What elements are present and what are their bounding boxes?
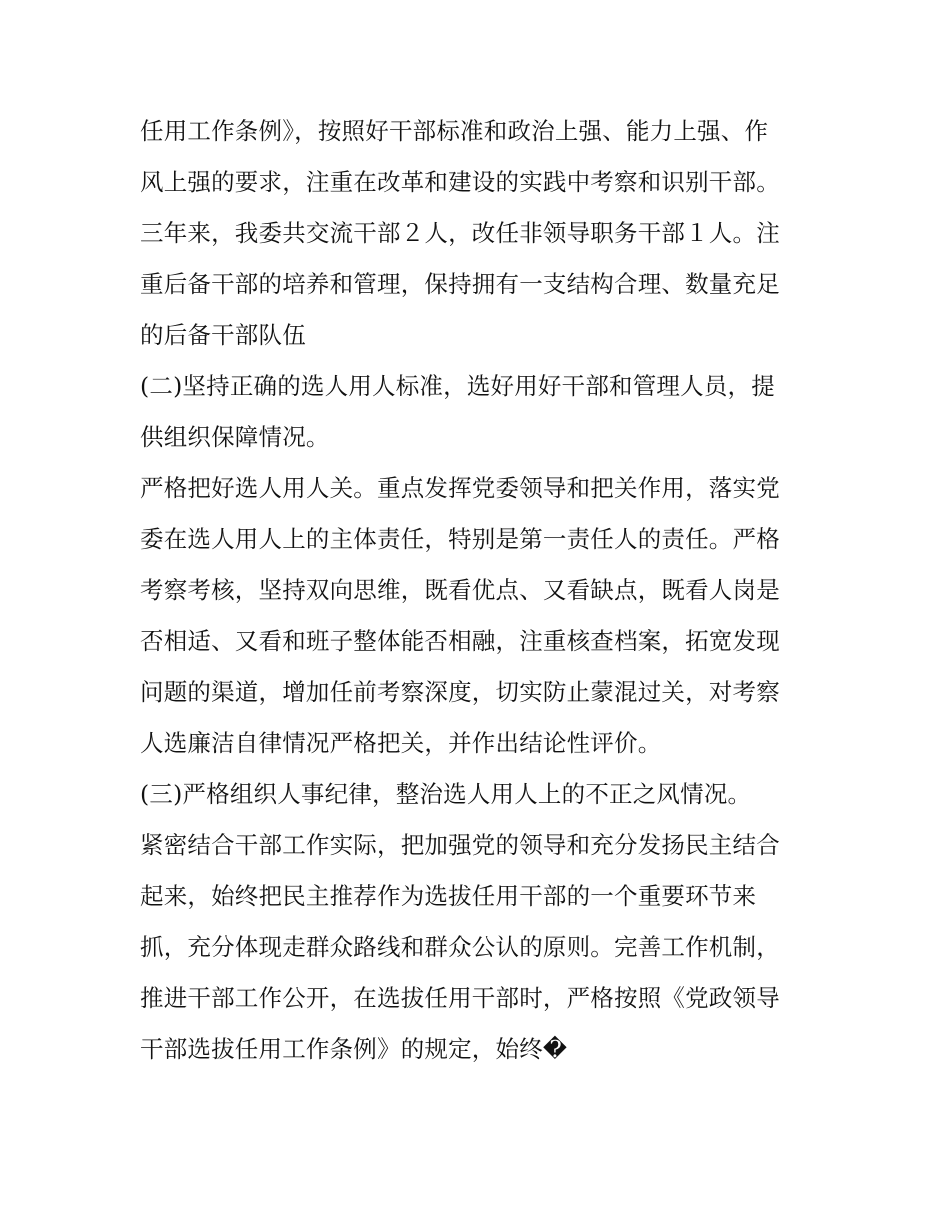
text-line: 起来，始终把民主推荐作为选拔任用干部的一个重要环节来 bbox=[140, 882, 757, 910]
text-line: 三年来，我委共交流干部２人，改任非领导职务干部１人。注 bbox=[140, 219, 780, 247]
text-line: 严格把好选人用人关。重点发挥党委领导和把关作用，落实党 bbox=[140, 474, 780, 502]
section-heading: 供组织保障情况。 bbox=[140, 423, 330, 451]
text-line: 抓，充分体现走群众路线和群众公认的原则。完善工作机制， bbox=[140, 933, 780, 961]
text-line: 问题的渠道，增加任前考察深度，切实防止蒙混过关，对考察 bbox=[140, 678, 780, 706]
text-line: 否相适、又看和班子整体能否相融，注重核查档案，拓宽发现 bbox=[140, 627, 780, 655]
section-heading: (三)严格组织人事纪律，整治选人用人上的不正之风情况。 bbox=[140, 780, 752, 808]
text-line: 风上强的要求，注重在改革和建设的实践中考察和识别干部。 bbox=[140, 168, 780, 196]
section-heading: (二)坚持正确的选人用人标准，选好用好干部和管理人员，提 bbox=[140, 372, 775, 400]
text-line: 人选廉洁自律情况严格把关，并作出结论性评价。 bbox=[140, 729, 662, 757]
text-line: 推进干部工作公开，在选拔任用干部时，严格按照《党政领导 bbox=[140, 984, 780, 1012]
text-line: 干部选拔任用工作条例》的规定，始终� bbox=[140, 1035, 568, 1063]
text-line: 考察考核，坚持双向思维，既看优点、又看缺点，既看人岗是 bbox=[140, 576, 780, 604]
document-body bbox=[140, 106, 812, 1075]
text-line: 的后备干部队伍 bbox=[140, 321, 306, 349]
text-line: 重后备干部的培养和管理，保持拥有一支结构合理、数量充足 bbox=[140, 270, 780, 298]
text-line: 任用工作条例》，按照好干部标准和政治上强、能力上强、作 bbox=[140, 117, 769, 145]
text-line: 委在选人用人上的主体责任，特别是第一责任人的责任。严格 bbox=[140, 525, 780, 553]
text-line: 紧密结合干部工作实际，把加强党的领导和充分发扬民主结合 bbox=[140, 831, 780, 859]
